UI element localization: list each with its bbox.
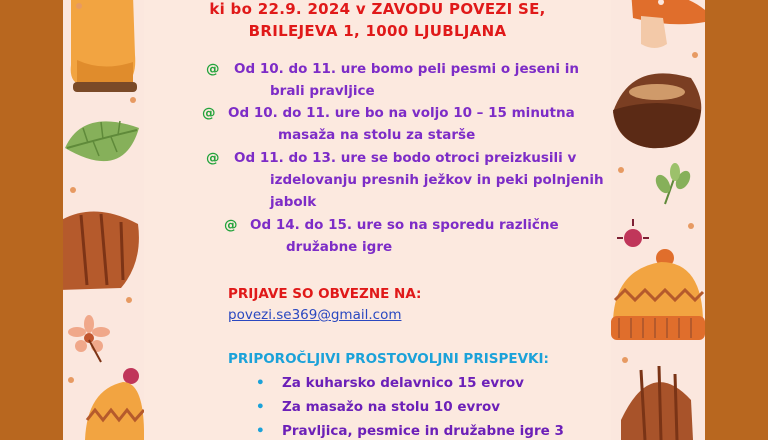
- bullet-icon: •: [256, 423, 265, 439]
- contributions-heading: PRIPOROČLJIVI PROSTOVOLJNI PRISPEVKI:: [228, 351, 549, 367]
- left-illustrations: [63, 0, 144, 440]
- registration-email-link[interactable]: povezi.se369@gmail.com: [228, 307, 402, 323]
- berry-icon: [617, 219, 649, 247]
- at-bullet-icon: @: [202, 105, 216, 121]
- left-decoration-strip: [63, 0, 144, 440]
- right-illustrations: [611, 0, 705, 440]
- activity-line: Od 14. do 15. ure so na sporedu različne: [250, 217, 559, 233]
- croissant-icon: [63, 211, 139, 290]
- document-page: [144, 0, 611, 440]
- activity-line: Od 10. do 11. ure bomo peli pesmi o jeseni in: [234, 61, 579, 77]
- at-bullet-icon: @: [224, 217, 238, 233]
- flower-icon: [68, 315, 110, 362]
- event-address-line: BRILEJEVA 1, 1000 LJUBLJANA: [248, 22, 507, 40]
- beanie-hat-icon: [611, 249, 705, 340]
- activity-line: brali pravljice: [270, 83, 375, 99]
- boot-icon: [71, 0, 137, 92]
- at-bullet-icon: @: [206, 61, 220, 77]
- contribution-text: Za masažo na stolu 10 evrov: [282, 399, 501, 415]
- activity-line: Od 10. do 11. ure bo na voljo 10 – 15 minutna: [228, 105, 575, 121]
- chestnut-icon: [613, 73, 701, 148]
- leaf-icon: [65, 121, 139, 161]
- activity-line: masaža na stolu za starše: [278, 127, 476, 143]
- at-bullet-icon: @: [206, 150, 220, 166]
- event-date-line: ki bo 22.9. 2024 v ZAVODU POVEZI SE,: [209, 0, 546, 18]
- mushroom-icon: [631, 0, 705, 48]
- contribution-text: Pravljica, pesmice in družabne igre 3: [282, 423, 564, 439]
- mushroom-icon: [621, 366, 693, 440]
- activity-line: izdelovanju presnih ježkov in peki polnjenih: [270, 172, 604, 188]
- right-decoration-strip: [611, 0, 705, 440]
- registration-heading: PRIJAVE SO OBVEZNE NA:: [228, 286, 422, 302]
- activity-line: jabolk: [270, 194, 317, 210]
- beanie-hat-icon: [85, 368, 144, 440]
- bullet-icon: •: [256, 399, 265, 415]
- bullet-icon: •: [256, 375, 265, 391]
- contribution-text: Za kuharsko delavnico 15 evrov: [282, 375, 524, 391]
- activity-line: družabne igre: [286, 239, 393, 255]
- sprig-icon: [653, 163, 693, 204]
- activity-line: Od 11. do 13. ure se bodo otroci preizkusili v: [234, 150, 577, 166]
